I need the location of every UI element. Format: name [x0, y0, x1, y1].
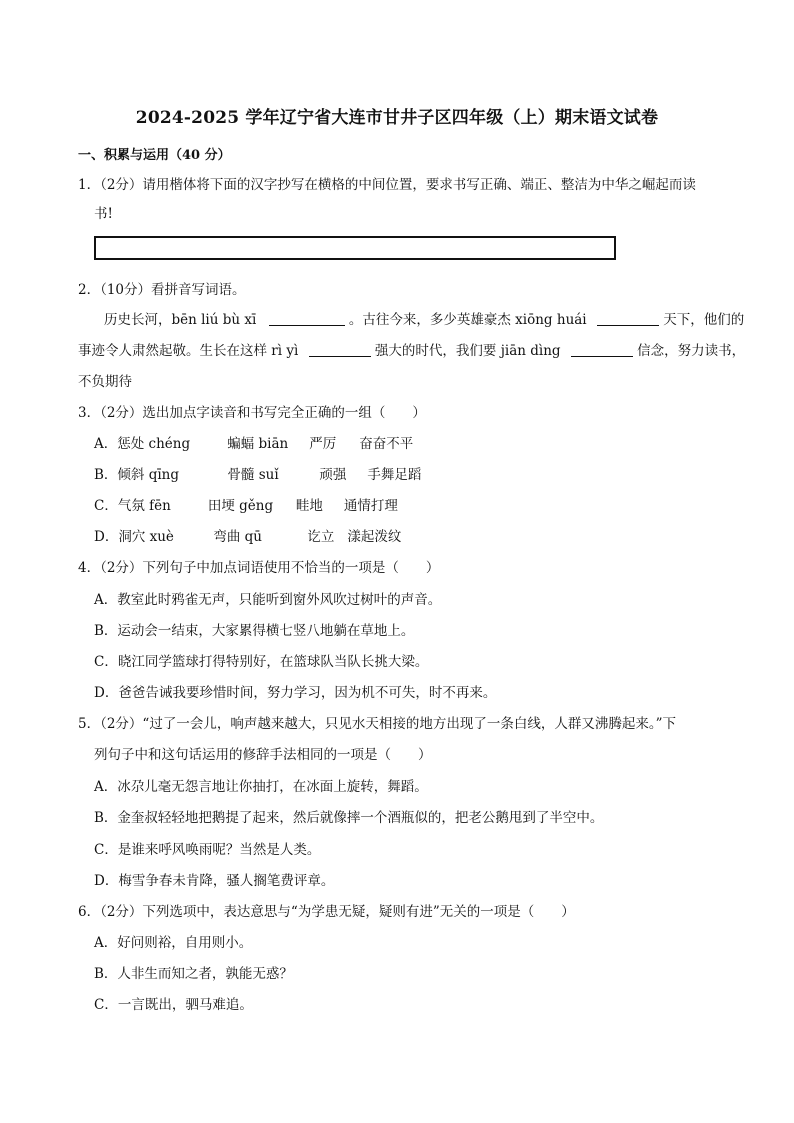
exam-title: 2024-2025 学年辽宁省大连市甘井子区四年级（上）期末语文试卷 [135, 108, 659, 128]
option-word: 洞穴 xuè [118, 529, 174, 545]
option-word: 气氛 fēn [117, 498, 171, 514]
question-1-text-cont: 书! [94, 206, 113, 222]
option-word: 漾起泼纹 [347, 529, 402, 545]
option-word: 严厉 [309, 436, 337, 452]
q2-text: 强大的时代，我们要 jiān dìng [374, 343, 561, 359]
q5-option-a[interactable]: A．冰尕儿毫无怨言地让你抽打，在冰面上旋转，舞蹈。 [94, 779, 428, 795]
option-word: 田埂 gěng [207, 498, 274, 514]
q6-option-b[interactable]: B．人非生而知之者，孰能无惑？ [94, 966, 293, 982]
q4-option-a[interactable]: A．教室此时鸦雀无声，只能听到窗外风吹过树叶的声音。 [94, 592, 442, 608]
question-3-head: 3．（2分）选出加点字读音和书写完全正确的一组（ ） [78, 405, 426, 421]
option-word: 畦地 [295, 498, 323, 514]
q3-option-c[interactable] [94, 496, 398, 516]
option-word: 蝙蝠 biān [227, 436, 289, 452]
answer-blank-4[interactable] [571, 342, 633, 357]
option-word: 手舞足蹈 [367, 467, 422, 483]
option-word: 顽强 [319, 467, 347, 483]
answer-blank-2[interactable] [597, 311, 659, 326]
option-word: 弯曲 qū [213, 529, 262, 545]
q2-text: 天下，他们的 [663, 312, 745, 328]
option-letter: D． [94, 529, 119, 545]
question-1-text: 1．（2分）请用楷体将下面的汉字抄写在横格的中间位置，要求书写正确、端正、整洁为中华之崛起而读 [78, 177, 696, 193]
option-letter: B． [94, 467, 118, 483]
section-heading: 一、积累与运用（40 分） [78, 148, 231, 163]
question-2-head: 2．（10分）看拼音写词语。 [78, 282, 246, 298]
q6-option-c[interactable]: C．一言既出，驷马难追。 [94, 997, 253, 1013]
question-4-head: 4．（2分）下列句子中加点词语使用不恰当的一项是（ ） [78, 560, 440, 576]
option-word: 奋奋不平 [359, 436, 414, 452]
writing-grid-box[interactable] [94, 236, 616, 260]
option-word: 倾斜 qīng [117, 467, 180, 483]
answer-blank-3[interactable] [309, 342, 371, 357]
q2-text: 信念，努力读书， [637, 343, 746, 359]
option-word: 讫立 [307, 529, 335, 545]
q3-option-a[interactable] [94, 434, 413, 454]
q2-text: 事迹令人肃然起敬。生长在这样 rì yì [78, 343, 299, 359]
question-5-text-cont: 列句子中和这句话运用的修辞手法相同的一项是（ ） [94, 747, 432, 763]
q4-option-c[interactable]: C．晓江同学篮球打得特别好，在篮球队当队长挑大梁。 [94, 654, 429, 670]
option-word: 惩处 chéng [117, 436, 191, 452]
q5-option-d[interactable]: D．梅雪争春未肯降，骚人搁笔费评章。 [94, 873, 335, 889]
q3-option-d[interactable] [94, 527, 401, 547]
q2-text: 历史长河，bēn liú bù xī [104, 312, 257, 328]
answer-blank-1[interactable] [269, 311, 345, 326]
option-word: 通情打理 [343, 498, 398, 514]
q3-option-b[interactable] [94, 465, 421, 485]
option-letter: C． [94, 498, 118, 514]
option-letter: A． [94, 436, 118, 452]
option-word: 骨髓 suǐ [227, 467, 279, 483]
q5-option-b[interactable]: B．金奎叔轻轻地把鹅提了起来，然后就像摔一个酒瓶似的，把老公鹅甩到了半空中。 [94, 810, 604, 826]
question-6-head: 6．（2分）下列选项中，表达意思与“为学患无疑，疑则有进”无关的一项是（ ） [78, 904, 575, 920]
q4-option-b[interactable]: B．运动会一结束，大家累得横七竖八地躺在草地上。 [94, 623, 415, 639]
question-5-text: 5．（2分）“过了一会儿，响声越来越大，只见水天相接的地方出现了一条白线，人群又沸腾起来。”下 [78, 716, 676, 732]
q2-text: 。古往今来，多少英雄豪杰 xiōng huái [348, 312, 587, 328]
question-2-line-2 [78, 341, 745, 361]
q5-option-c[interactable]: C．是谁来呼风唤雨呢？当然是人类。 [94, 842, 321, 858]
q6-option-a[interactable]: A．好问则裕，自用则小。 [94, 935, 253, 951]
q4-option-d[interactable]: D．爸爸告诫我要珍惜时间，努力学习，因为机不可失，时不再来。 [94, 685, 497, 701]
question-2-line-1 [104, 310, 744, 330]
question-2-line-3: 不负期待 [78, 374, 132, 390]
